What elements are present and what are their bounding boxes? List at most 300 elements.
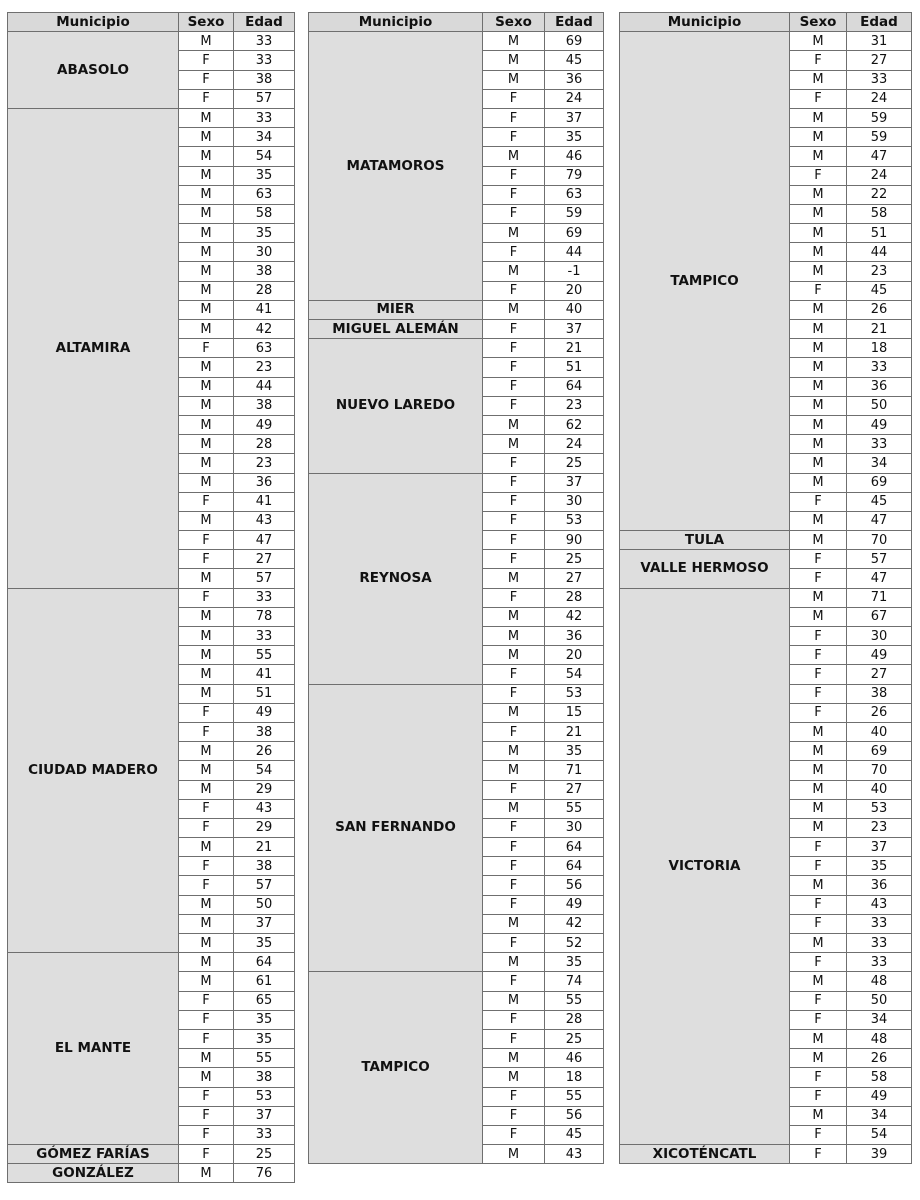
edad-cell: 43 (847, 895, 912, 914)
table-row (309, 473, 604, 492)
edad-cell: 69 (847, 742, 912, 761)
municipio-cell: EL MANTE (8, 953, 179, 1145)
sexo-cell: F (483, 396, 545, 415)
sexo-cell: M (790, 320, 847, 339)
edad-cell: 55 (234, 1049, 295, 1068)
sexo-cell: F (483, 780, 545, 799)
sexo-cell: M (179, 934, 234, 953)
edad-cell: 51 (847, 224, 912, 243)
sexo-cell: M (179, 972, 234, 991)
sexo-cell: F (483, 473, 545, 492)
sexo-cell: F (483, 358, 545, 377)
sexo-cell: F (483, 166, 545, 185)
sexo-cell: M (483, 51, 545, 70)
sexo-cell: M (483, 627, 545, 646)
sexo-cell: F (179, 70, 234, 89)
edad-cell: 49 (847, 646, 912, 665)
edad-cell: 35 (234, 934, 295, 953)
table-row (620, 1145, 912, 1164)
edad-cell: 37 (847, 838, 912, 857)
sexo-cell: M (179, 185, 234, 204)
edad-cell: 49 (545, 895, 604, 914)
edad-cell: 53 (234, 1087, 295, 1106)
edad-cell: 47 (847, 147, 912, 166)
table-row (620, 531, 912, 550)
edad-cell: 70 (847, 531, 912, 550)
edad-cell: 57 (234, 89, 295, 108)
edad-cell: 35 (234, 166, 295, 185)
edad-cell: 34 (847, 1106, 912, 1125)
edad-cell: 26 (847, 703, 912, 722)
sexo-cell: M (790, 70, 847, 89)
sexo-cell: M (483, 914, 545, 933)
edad-cell: 38 (234, 722, 295, 741)
table-row (620, 550, 912, 569)
sexo-cell: M (179, 953, 234, 972)
edad-cell: 38 (234, 262, 295, 281)
sexo-cell: M (179, 32, 234, 51)
header-sexo: Sexo (483, 13, 545, 32)
edad-cell: 41 (234, 665, 295, 684)
edad-cell: 69 (847, 473, 912, 492)
edad-cell: 41 (234, 492, 295, 511)
edad-cell: 26 (847, 300, 912, 319)
table-column-2 (308, 12, 604, 1164)
header-municipio: Municipio (620, 13, 790, 32)
sexo-cell: F (483, 588, 545, 607)
sexo-cell: M (483, 147, 545, 166)
edad-cell: 27 (545, 569, 604, 588)
sexo-cell: M (179, 377, 234, 396)
edad-cell: 38 (847, 684, 912, 703)
edad-cell: 37 (545, 473, 604, 492)
sexo-cell: F (790, 914, 847, 933)
sexo-cell: M (790, 818, 847, 837)
edad-cell: 28 (234, 281, 295, 300)
edad-cell: 47 (234, 531, 295, 550)
edad-cell: 33 (847, 953, 912, 972)
sexo-cell: M (483, 70, 545, 89)
edad-cell: 25 (545, 550, 604, 569)
edad-cell: 42 (545, 914, 604, 933)
municipio-cell: TAMPICO (620, 32, 790, 531)
edad-cell: 59 (847, 108, 912, 127)
sexo-cell: M (483, 1145, 545, 1164)
edad-cell: 49 (234, 703, 295, 722)
sexo-cell: F (483, 128, 545, 147)
sexo-cell: F (483, 895, 545, 914)
header-row (8, 13, 295, 32)
edad-cell: 15 (545, 703, 604, 722)
sexo-cell: M (483, 569, 545, 588)
edad-cell: 25 (545, 1029, 604, 1048)
edad-cell: 39 (847, 1145, 912, 1164)
sexo-cell: F (483, 204, 545, 223)
sexo-cell: F (179, 818, 234, 837)
sexo-cell: F (179, 1087, 234, 1106)
municipio-cell: MIGUEL ALEMÁN (309, 320, 483, 339)
edad-cell: 56 (545, 876, 604, 895)
edad-cell: 51 (234, 684, 295, 703)
sexo-cell: M (179, 128, 234, 147)
edad-cell: 50 (847, 396, 912, 415)
sexo-cell: F (179, 799, 234, 818)
sexo-cell: F (179, 492, 234, 511)
municipio-cell: SAN FERNANDO (309, 684, 483, 972)
edad-cell: 64 (545, 857, 604, 876)
edad-cell: 59 (847, 128, 912, 147)
edad-cell: 57 (234, 569, 295, 588)
municipio-cell: REYNOSA (309, 473, 483, 684)
sexo-cell: M (179, 224, 234, 243)
sexo-cell: M (179, 243, 234, 262)
sexo-cell: F (483, 185, 545, 204)
edad-cell: 55 (545, 1087, 604, 1106)
sexo-cell: M (790, 761, 847, 780)
header-row (309, 13, 604, 32)
edad-cell: 52 (545, 934, 604, 953)
sexo-cell: M (790, 377, 847, 396)
edad-cell: 23 (234, 358, 295, 377)
sexo-cell: M (179, 320, 234, 339)
sexo-cell: M (179, 511, 234, 530)
sexo-cell: F (483, 454, 545, 473)
sexo-cell: M (483, 953, 545, 972)
sexo-cell: F (179, 339, 234, 358)
sexo-cell: M (179, 627, 234, 646)
edad-cell: 49 (847, 415, 912, 434)
municipio-table (619, 12, 912, 1164)
edad-cell: 33 (847, 435, 912, 454)
sexo-cell: F (790, 838, 847, 857)
edad-cell: 35 (545, 953, 604, 972)
sexo-cell: M (790, 511, 847, 530)
sexo-cell: M (179, 569, 234, 588)
edad-cell: 30 (847, 627, 912, 646)
sexo-cell: M (483, 799, 545, 818)
sexo-cell: M (179, 780, 234, 799)
municipio-cell: VICTORIA (620, 588, 790, 1144)
edad-cell: 33 (234, 588, 295, 607)
sexo-cell: M (790, 396, 847, 415)
edad-cell: 18 (545, 1068, 604, 1087)
edad-cell: 33 (234, 627, 295, 646)
edad-cell: 41 (234, 300, 295, 319)
sexo-cell: F (179, 531, 234, 550)
edad-cell: 69 (545, 224, 604, 243)
sexo-cell: M (790, 128, 847, 147)
edad-cell: 23 (234, 454, 295, 473)
municipio-cell: NUEVO LAREDO (309, 339, 483, 473)
sexo-cell: M (483, 742, 545, 761)
edad-cell: 26 (234, 742, 295, 761)
edad-cell: 21 (847, 320, 912, 339)
edad-cell: 30 (545, 492, 604, 511)
header-edad: Edad (234, 13, 295, 32)
sexo-cell: M (179, 396, 234, 415)
sexo-cell: F (790, 166, 847, 185)
edad-cell: 37 (234, 914, 295, 933)
edad-cell: 24 (847, 89, 912, 108)
sexo-cell: M (483, 761, 545, 780)
sexo-cell: M (790, 531, 847, 550)
table-row (8, 1164, 295, 1183)
edad-cell: 53 (545, 684, 604, 703)
sexo-cell: M (179, 435, 234, 454)
sexo-cell: F (483, 492, 545, 511)
sexo-cell: M (483, 1049, 545, 1068)
edad-cell: 37 (545, 108, 604, 127)
sexo-cell: M (179, 684, 234, 703)
sexo-cell: F (483, 818, 545, 837)
municipio-cell: ALTAMIRA (8, 108, 179, 588)
table-row (309, 320, 604, 339)
edad-cell: 53 (545, 511, 604, 530)
edad-cell: 21 (545, 339, 604, 358)
edad-cell: 67 (847, 607, 912, 626)
edad-cell: 56 (545, 1106, 604, 1125)
sexo-cell: F (179, 991, 234, 1010)
edad-cell: 33 (847, 934, 912, 953)
table-row (309, 972, 604, 991)
edad-cell: 23 (545, 396, 604, 415)
sexo-cell: M (179, 454, 234, 473)
sexo-cell: M (790, 435, 847, 454)
sexo-cell: F (790, 492, 847, 511)
sexo-cell: F (483, 684, 545, 703)
sexo-cell: M (179, 1049, 234, 1068)
sexo-cell: F (483, 1010, 545, 1029)
edad-cell: 47 (847, 511, 912, 530)
sexo-cell: F (179, 876, 234, 895)
edad-cell: 43 (234, 799, 295, 818)
edad-cell: 33 (234, 51, 295, 70)
edad-cell: 50 (234, 895, 295, 914)
sexo-cell: F (790, 857, 847, 876)
sexo-cell: M (790, 243, 847, 262)
sexo-cell: M (790, 262, 847, 281)
edad-cell: 35 (234, 1010, 295, 1029)
edad-cell: 40 (847, 780, 912, 799)
sexo-cell: F (483, 838, 545, 857)
edad-cell: 53 (847, 799, 912, 818)
edad-cell: 57 (234, 876, 295, 895)
header-municipio: Municipio (8, 13, 179, 32)
edad-cell: 27 (847, 51, 912, 70)
sexo-cell: M (790, 147, 847, 166)
edad-cell: 74 (545, 972, 604, 991)
sexo-cell: F (179, 1145, 234, 1164)
sexo-cell: F (483, 377, 545, 396)
municipio-cell: GÓMEZ FARÍAS (8, 1145, 179, 1164)
edad-cell: 28 (234, 435, 295, 454)
sexo-cell: M (790, 876, 847, 895)
edad-cell: 42 (545, 607, 604, 626)
edad-cell: 69 (545, 32, 604, 51)
edad-cell: 33 (847, 70, 912, 89)
edad-cell: 28 (545, 1010, 604, 1029)
sexo-cell: F (790, 550, 847, 569)
header-municipio: Municipio (309, 13, 483, 32)
sexo-cell: M (790, 473, 847, 492)
sexo-cell: F (179, 550, 234, 569)
edad-cell: 64 (545, 377, 604, 396)
sexo-cell: F (483, 511, 545, 530)
sexo-cell: M (483, 32, 545, 51)
sexo-cell: M (790, 339, 847, 358)
edad-cell: 43 (234, 511, 295, 530)
sexo-cell: F (483, 320, 545, 339)
sexo-cell: M (483, 224, 545, 243)
municipio-cell: CIUDAD MADERO (8, 588, 179, 953)
sexo-cell: M (790, 32, 847, 51)
sexo-cell: M (179, 358, 234, 377)
edad-cell: 38 (234, 857, 295, 876)
edad-cell: 38 (234, 1068, 295, 1087)
edad-cell: 29 (234, 780, 295, 799)
edad-cell: 90 (545, 531, 604, 550)
edad-cell: 34 (847, 1010, 912, 1029)
sexo-cell: F (790, 569, 847, 588)
sexo-cell: M (179, 147, 234, 166)
edad-cell: 30 (545, 818, 604, 837)
sexo-cell: M (483, 415, 545, 434)
edad-cell: 25 (234, 1145, 295, 1164)
edad-cell: 71 (545, 761, 604, 780)
edad-cell: 47 (847, 569, 912, 588)
edad-cell: 27 (545, 780, 604, 799)
edad-cell: 35 (234, 224, 295, 243)
sexo-cell: M (179, 204, 234, 223)
edad-cell: 36 (545, 627, 604, 646)
edad-cell: 33 (234, 108, 295, 127)
sexo-cell: M (179, 415, 234, 434)
edad-cell: 43 (545, 1145, 604, 1164)
edad-cell: 65 (234, 991, 295, 1010)
sexo-cell: F (483, 857, 545, 876)
table-row (620, 32, 912, 51)
edad-cell: 59 (545, 204, 604, 223)
sexo-cell: F (179, 89, 234, 108)
edad-cell: 38 (234, 70, 295, 89)
edad-cell: 33 (847, 358, 912, 377)
edad-cell: 49 (847, 1087, 912, 1106)
table-row (309, 339, 604, 358)
sexo-cell: M (790, 972, 847, 991)
sexo-cell: M (790, 454, 847, 473)
sexo-cell: M (790, 415, 847, 434)
edad-cell: 55 (545, 991, 604, 1010)
sexo-cell: M (790, 204, 847, 223)
sexo-cell: F (790, 646, 847, 665)
edad-cell: 46 (545, 1049, 604, 1068)
edad-cell: 54 (847, 1125, 912, 1144)
edad-cell: 63 (234, 185, 295, 204)
sexo-cell: F (179, 703, 234, 722)
municipio-table (308, 12, 604, 1164)
sexo-cell: F (790, 1145, 847, 1164)
edad-cell: 36 (847, 876, 912, 895)
sexo-cell: F (483, 1029, 545, 1048)
edad-cell: 35 (234, 1029, 295, 1048)
sexo-cell: M (179, 1068, 234, 1087)
edad-cell: 31 (847, 32, 912, 51)
sexo-cell: M (179, 646, 234, 665)
sexo-cell: M (483, 262, 545, 281)
sexo-cell: F (483, 876, 545, 895)
sexo-cell: M (179, 914, 234, 933)
sexo-cell: F (790, 953, 847, 972)
edad-cell: 24 (847, 166, 912, 185)
edad-cell: 57 (847, 550, 912, 569)
edad-cell: 24 (545, 89, 604, 108)
sexo-cell: F (790, 1068, 847, 1087)
edad-cell: 33 (234, 1125, 295, 1144)
edad-cell: 37 (545, 320, 604, 339)
sexo-cell: F (790, 281, 847, 300)
edad-cell: 20 (545, 646, 604, 665)
sexo-cell: F (483, 1087, 545, 1106)
table-row (8, 588, 295, 607)
edad-cell: 76 (234, 1164, 295, 1183)
edad-cell: 44 (847, 243, 912, 262)
municipio-cell: GONZÁLEZ (8, 1164, 179, 1183)
sexo-cell: F (483, 934, 545, 953)
edad-cell: 78 (234, 607, 295, 626)
sexo-cell: M (483, 646, 545, 665)
edad-cell: 33 (234, 32, 295, 51)
edad-cell: 58 (847, 1068, 912, 1087)
sexo-cell: M (483, 991, 545, 1010)
edad-cell: 45 (545, 1125, 604, 1144)
table-row (309, 32, 604, 51)
edad-cell: 45 (545, 51, 604, 70)
table-column-1 (7, 12, 295, 1183)
edad-cell: 35 (847, 857, 912, 876)
sexo-cell: M (179, 281, 234, 300)
sexo-cell: F (179, 857, 234, 876)
edad-cell: 40 (847, 722, 912, 741)
table-row (8, 1145, 295, 1164)
edad-cell: 48 (847, 972, 912, 991)
sexo-cell: F (483, 550, 545, 569)
sexo-cell: F (179, 1106, 234, 1125)
sexo-cell: M (790, 780, 847, 799)
edad-cell: 54 (234, 147, 295, 166)
edad-cell: 58 (847, 204, 912, 223)
edad-cell: 34 (234, 128, 295, 147)
edad-cell: 44 (545, 243, 604, 262)
table-row (8, 953, 295, 972)
edad-cell: 30 (234, 243, 295, 262)
edad-cell: 70 (847, 761, 912, 780)
sexo-cell: M (790, 1029, 847, 1048)
sexo-cell: M (179, 108, 234, 127)
sexo-cell: M (483, 435, 545, 454)
sexo-cell: F (483, 89, 545, 108)
sexo-cell: M (179, 1164, 234, 1183)
sexo-cell: F (483, 972, 545, 991)
municipio-cell: VALLE HERMOSO (620, 550, 790, 588)
sexo-cell: F (790, 1010, 847, 1029)
edad-cell: 58 (234, 204, 295, 223)
sexo-cell: M (179, 665, 234, 684)
edad-cell: 21 (234, 838, 295, 857)
sexo-cell: F (179, 722, 234, 741)
sexo-cell: M (790, 799, 847, 818)
edad-cell: 35 (545, 128, 604, 147)
sexo-cell: M (790, 588, 847, 607)
